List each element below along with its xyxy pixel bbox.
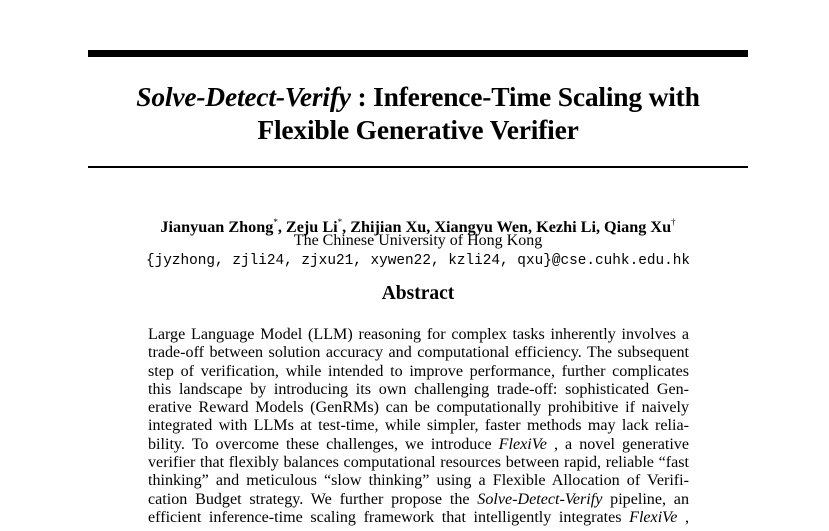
abstract-line: erative Reward Models (GenRMs) can be computationally prohibitive if naively <box>148 399 689 417</box>
paper-title <box>88 80 748 146</box>
abstract-line: integrated with LLMs at test-time, while simpler, faster methods may lack relia- <box>148 417 689 435</box>
abstract-line <box>148 436 689 454</box>
abstract-heading: Abstract <box>381 283 455 304</box>
title-rule-bottom <box>88 166 748 168</box>
abstract-line <box>148 491 689 509</box>
author-mark: † <box>671 217 676 227</box>
author-separator: , <box>342 218 351 236</box>
title-rule-top <box>88 50 748 57</box>
abstract-emphasis: Solve-Detect-Verify <box>477 490 603 508</box>
abstract-line: this landscape by introducing its own challenging trade-off: sophisticated Gen- <box>148 380 689 398</box>
abstract-line: step of verification, while intended to improve performance, further complicates <box>148 362 689 380</box>
author-mark: * <box>273 217 278 227</box>
abstract-text: bility. To overcome these challenges, we introduce <box>148 435 499 453</box>
abstract-line <box>148 509 689 527</box>
abstract-line: Large Language Model (LLM) reasoning for complex tasks inherently involves a <box>148 326 689 343</box>
abstract-emphasis: FlexiVe <box>498 435 547 453</box>
abstract-text: , <box>677 508 689 526</box>
author-emails: {jyzhong, zjli24, zjxu21, xywen22, kzli24, qxu}@cse.cuhk.edu.hk <box>145 253 691 269</box>
abstract-emphasis: FlexiVe <box>629 508 678 526</box>
abstract-text: cation Budget strategy. We further propose the <box>148 490 478 508</box>
author-separator: , <box>277 218 286 236</box>
affiliation: The Chinese University of Hong Kong <box>293 232 543 249</box>
abstract-line: thinking” and meticulous “slow thinking” using a Flexible Allocation of Verifi- <box>148 472 689 490</box>
title-line2: Flexible Generative Verifier <box>257 114 579 145</box>
abstract-text: pipeline, an <box>602 490 689 508</box>
abstract-line: trade-off between solution accuracy and computational efficiency. The subsequent <box>148 344 689 362</box>
author-name: Zhijian Xu, Xiangyu Wen, Kezhi Li, Qiang Xu <box>350 218 672 236</box>
author-mark: * <box>337 217 343 227</box>
title-italic: Solve-Detect-Verify <box>136 81 351 112</box>
author-name: Jianyuan Zhong <box>160 218 274 236</box>
abstract-text: efficient inference-time scaling framework that intelligently integrates <box>148 508 630 526</box>
abstract-line: verifier that flexibly balances computational resources between rapid, reliable “fast <box>148 454 689 472</box>
abstract-text: , a novel generative <box>546 435 689 453</box>
abstract-body <box>148 326 689 527</box>
author-name: Zeju Li <box>285 218 338 236</box>
title-line1: : Inference-Time Scaling with <box>350 81 700 112</box>
